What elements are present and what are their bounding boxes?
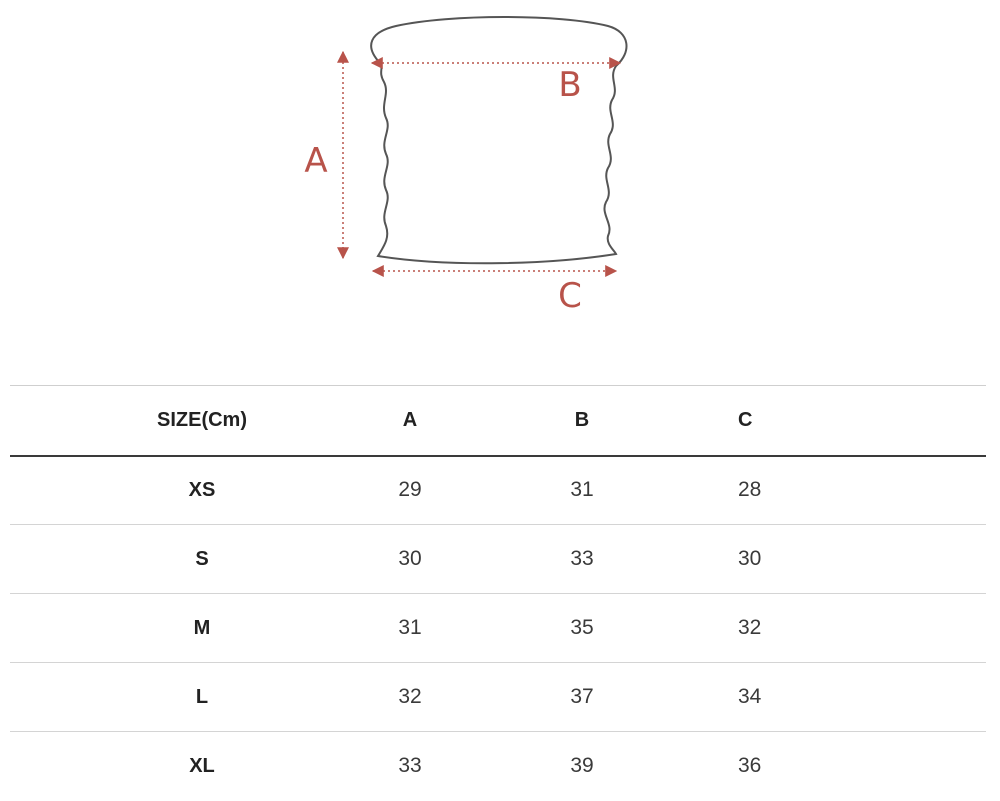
label-c: C: [558, 276, 582, 316]
header-b: B: [574, 408, 590, 431]
size-cell: XL: [189, 754, 215, 777]
value-a-cell: 30: [398, 547, 422, 570]
value-a-cell: 31: [398, 616, 422, 639]
table-row: [10, 525, 986, 594]
label-a: A: [304, 141, 328, 181]
size-cell: M: [193, 616, 211, 639]
size-chart-header: [10, 386, 986, 456]
label-b: B: [558, 65, 582, 105]
filler-cell: [748, 456, 986, 525]
value-c-cell: 32: [738, 616, 762, 639]
value-c-cell: 36: [738, 754, 762, 778]
size-cell: S: [195, 547, 209, 570]
value-b-cell: 39: [570, 754, 594, 778]
header-a: A: [402, 408, 418, 431]
filler-cell: [748, 525, 986, 594]
size-chart-table: [10, 385, 986, 801]
value-b-cell: 37: [570, 685, 594, 708]
value-b-cell: 35: [570, 616, 594, 639]
tube-measurement-diagram: [0, 0, 1000, 340]
value-a-cell: 29: [398, 478, 422, 502]
garment-outline: [371, 17, 626, 263]
table-row: [10, 456, 986, 525]
table-row: [10, 663, 986, 732]
table-row: [10, 594, 986, 663]
table-row: [10, 732, 986, 801]
filler-cell: [748, 386, 986, 456]
value-a-cell: 32: [398, 685, 422, 708]
value-a-cell: 33: [398, 754, 422, 778]
filler-cell: [748, 594, 986, 663]
filler-cell: [748, 663, 986, 732]
value-c-cell: 34: [738, 685, 762, 708]
header-c: C: [738, 408, 753, 431]
value-b-cell: 33: [570, 547, 594, 570]
value-c-cell: 28: [738, 478, 762, 502]
header-row: [10, 386, 986, 456]
filler-cell: [748, 732, 986, 801]
value-c-cell: 30: [738, 547, 762, 570]
size-chart-body: [10, 456, 986, 801]
header-size: SIZE(Cm): [157, 408, 247, 431]
size-cell: L: [195, 685, 209, 708]
value-b-cell: 31: [570, 478, 594, 502]
size-cell: XS: [188, 478, 216, 501]
